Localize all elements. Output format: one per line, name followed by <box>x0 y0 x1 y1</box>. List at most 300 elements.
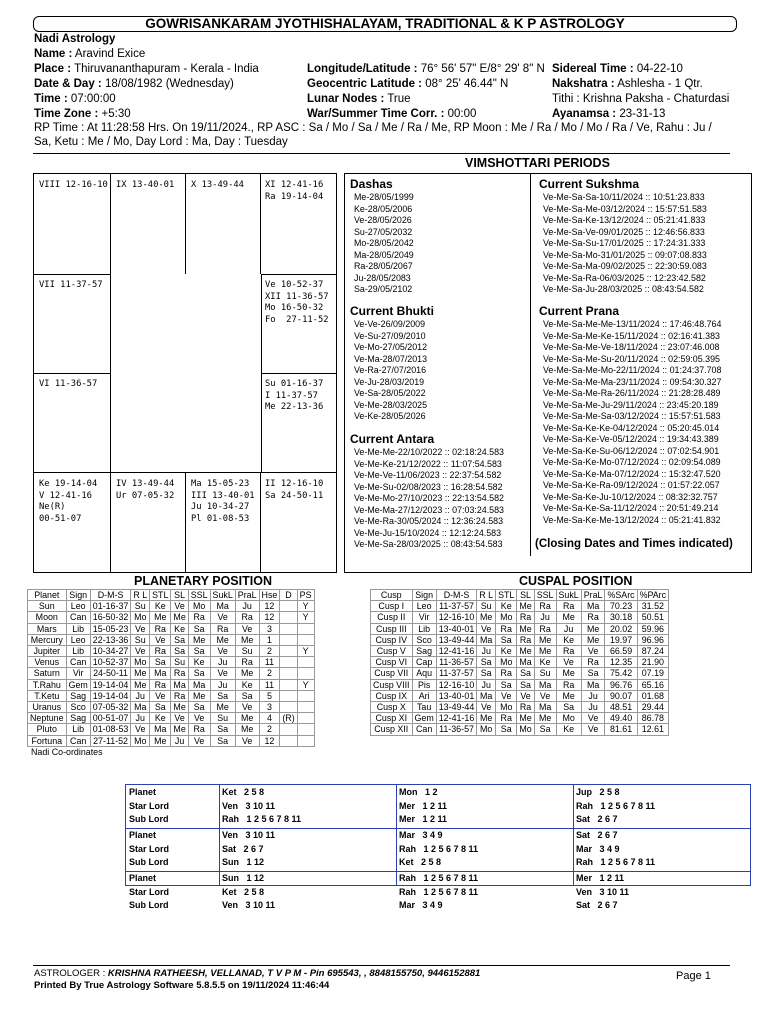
planet-cell: Ra <box>150 646 171 657</box>
cusp-row <box>371 601 669 612</box>
nadi-c1r2: Ven 3 10 11 Sat 2 6 7 Sun 1 12 <box>222 830 276 867</box>
longitude-value: 76° 56' 57" E/8° 29' 8" N <box>420 63 545 75</box>
cusp-cell: Me <box>517 713 534 724</box>
planet-cell: Ke <box>171 623 188 634</box>
planet-cell: Mo <box>188 601 210 612</box>
cusp-cell: 90.07 <box>605 690 637 701</box>
planet-row <box>28 646 315 657</box>
planet-cell: Ma <box>131 702 150 713</box>
cusp-cell: Ve <box>477 702 496 713</box>
planet-cell: Sa <box>188 623 210 634</box>
planet-cell: 22-13-36 <box>90 634 131 645</box>
planet-cell: Ve <box>235 735 259 746</box>
cusp-cell: Cusp XII <box>371 724 413 735</box>
cusp-cell: Me <box>556 612 581 623</box>
cusp-cell: Ke <box>556 634 581 645</box>
nadi-c2r3: Rah 1 2 5 6 7 8 11 Rah 1 2 5 6 7 8 11 Mar 3 4 9 <box>399 873 479 910</box>
planet-cell: 12 <box>259 601 280 612</box>
cusp-cell: Ke <box>496 601 517 612</box>
rp-time-text: RP Time : At 11:28:58 Hrs. On 19/11/2024., RP ASC : Sa / Mo / Sa / Me / Ra / Me, RP Moon : Me / Ra / Mo / Mo / Ra / Ve, Rahu : Ju / Sa, Ketu : Me / Mo, Day Lord : Ma, Day : Tuesday <box>34 122 712 148</box>
planet-cell: Ma <box>188 679 210 690</box>
astrology-type: Nadi Astrology <box>34 33 116 45</box>
date-row: Date & Day : 18/08/1982 (Wednesday) <box>34 78 234 90</box>
cusp-cell: Mo <box>496 702 517 713</box>
planet-cell: Mo <box>131 735 150 746</box>
planet-row <box>28 623 315 634</box>
planet-cell: 4 <box>259 713 280 724</box>
cusp-cell: Ve <box>556 657 581 668</box>
cusp-cell: Mo <box>496 612 517 623</box>
planet-cell: Ju <box>131 690 150 701</box>
planet-header-cell: SukL <box>210 590 235 601</box>
cusp-cell: Su <box>477 601 496 612</box>
planet-cell: Ve <box>150 690 171 701</box>
planet-cell <box>280 735 297 746</box>
planet-cell: 1 <box>259 634 280 645</box>
closing-note: (Closing Dates and Times indicated) <box>535 538 733 550</box>
cusp-cell: 12-41-16 <box>436 713 477 724</box>
cusp-cell: Ra <box>496 668 517 679</box>
lunar-nodes-value: True <box>387 93 411 105</box>
planet-row <box>28 724 315 735</box>
cusp-cell: 70.23 <box>605 601 637 612</box>
cusp-cell: Cusp V <box>371 646 413 657</box>
planet-cell: Su <box>131 634 150 645</box>
dashas-title: Dashas <box>350 177 393 191</box>
planet-cell <box>297 668 314 679</box>
name-row: Name : Aravind Exice <box>34 48 146 60</box>
planet-cell: Mercury <box>28 634 67 645</box>
cusp-cell: 12-16-10 <box>436 679 477 690</box>
planet-cell: Ju <box>131 713 150 724</box>
cuspal-position-title: CUSPAL POSITION <box>519 574 633 588</box>
cusp-cell: Cusp IV <box>371 634 413 645</box>
planet-cell: Ju <box>210 679 235 690</box>
planet-cell: 2 <box>259 646 280 657</box>
cusp-cell: Ve <box>477 623 496 634</box>
planet-cell: Vir <box>66 668 90 679</box>
nadi-c1r1: Ket 2 5 8 Ven 3 10 11 Rah 1 2 5 6 7 8 11 <box>222 787 302 824</box>
planet-row <box>28 612 315 623</box>
cusp-cell: Cusp X <box>371 702 413 713</box>
cusp-cell: Ari <box>412 690 436 701</box>
planet-cell: Ve <box>131 724 150 735</box>
nadi-labels-1: Planet Star Lord Sub Lord <box>129 787 170 824</box>
nadi-c1r3: Sun 1 12 Ket 2 5 8 Ven 3 10 11 <box>222 873 276 910</box>
planet-cell: T.Rahu <box>28 679 67 690</box>
planet-cell: Ju <box>171 735 188 746</box>
astrologer-value: KRISHNA RATHEESH, VELLANAD, T V P M - Pin 695543, , 8848155750, 9446152881 <box>107 968 481 979</box>
cusp-header-cell: %SArc <box>605 590 637 601</box>
planet-row <box>28 713 315 724</box>
planet-cell: 11 <box>259 679 280 690</box>
cusp-cell: Ma <box>581 601 605 612</box>
planet-cell: Ve <box>171 601 188 612</box>
planet-cell: 07-05-32 <box>90 702 131 713</box>
planet-cell: 10-52-37 <box>90 657 131 668</box>
cusp-cell: Cusp IX <box>371 690 413 701</box>
place-value: Thiruvananthapuram - Kerala - India <box>74 63 259 75</box>
cusp-cell: Cusp VII <box>371 668 413 679</box>
cusp-cell: Ju <box>534 612 556 623</box>
cusp-cell: Ra <box>534 623 556 634</box>
planet-cell: Ke <box>188 657 210 668</box>
cusp-cell: Mo <box>556 713 581 724</box>
planet-cell <box>280 646 297 657</box>
planet-cell: Can <box>66 612 90 623</box>
planet-cell: Lib <box>66 724 90 735</box>
cusp-cell: 11-36-57 <box>436 657 477 668</box>
name-value: Aravind Exice <box>74 48 146 60</box>
planet-cell: Ve <box>131 623 150 634</box>
cusp-cell: Mo <box>496 657 517 668</box>
house-4: IV 13-49-44 Ur 07-05-32 <box>116 479 175 501</box>
cusp-cell: Ra <box>496 623 517 634</box>
cusp-cell: 12-16-10 <box>436 612 477 623</box>
page-number: Page 1 <box>676 970 711 982</box>
cusp-cell: Ju <box>477 646 496 657</box>
planet-cell: Ke <box>150 713 171 724</box>
planet-cell: Jupiter <box>28 646 67 657</box>
planet-cell: Gem <box>66 679 90 690</box>
planet-cell: 00-51-07 <box>90 713 131 724</box>
planet-cell: Ve <box>188 713 210 724</box>
cusp-cell: Ma <box>517 657 534 668</box>
bhukti-list: Ve-Ve-26/09/2009 Ve-Su-27/09/2010 Ve-Mo-27/05/2012 Ve-Ma-28/07/2013 Ve-Ra-27/07/2016 Ve-Ju-28/03/2019 Ve-Sa-28/05/2022 Ve-Me-28/03/2025 Ve-Ke-28/05/2026 <box>354 319 428 421</box>
cuspal-table <box>370 589 669 736</box>
cusp-cell: Me <box>517 623 534 634</box>
planet-cell: Uranus <box>28 702 67 713</box>
planet-header-cell: PS <box>297 590 314 601</box>
planet-cell: Y <box>297 679 314 690</box>
planet-cell: Me <box>235 724 259 735</box>
planet-cell: 19-14-04 <box>90 679 131 690</box>
cusp-cell: Ju <box>581 690 605 701</box>
cusp-cell: Cusp II <box>371 612 413 623</box>
cusp-row <box>371 623 669 634</box>
planet-row <box>28 702 315 713</box>
planet-header-cell: PraL <box>235 590 259 601</box>
astrologer-label: ASTROLOGER : <box>34 968 106 979</box>
planet-cell: Sa <box>210 690 235 701</box>
cusp-cell: Sa <box>534 724 556 735</box>
planet-cell: Ra <box>171 690 188 701</box>
cusp-cell: Sa <box>496 679 517 690</box>
planet-cell: Su <box>131 601 150 612</box>
planet-cell <box>297 702 314 713</box>
planet-cell: (R) <box>280 713 297 724</box>
planet-cell: Sa <box>188 668 210 679</box>
cusp-cell: Ra <box>517 634 534 645</box>
cuspal-wrap <box>370 589 768 759</box>
planet-cell: Sco <box>66 702 90 713</box>
cusp-cell: Ve <box>581 724 605 735</box>
house-7: VII 11-37-57 <box>39 280 103 290</box>
cusp-cell: Ra <box>556 679 581 690</box>
planet-header-cell: SSL <box>188 590 210 601</box>
cusp-cell: Me <box>534 713 556 724</box>
ayanamsa-value: 23-31-13 <box>619 108 666 120</box>
nadi-labels-2: Planet Star Lord Sub Lord <box>129 830 170 867</box>
cusp-cell: Me <box>534 634 556 645</box>
cusp-cell: Su <box>534 668 556 679</box>
cusp-cell: Cusp I <box>371 601 413 612</box>
planet-cell: Sag <box>66 713 90 724</box>
planet-cell: Sun <box>28 601 67 612</box>
planet-cell: 11 <box>259 657 280 668</box>
planet-cell: Can <box>66 735 90 746</box>
cusp-header-cell: SSL <box>534 590 556 601</box>
planet-cell: Me <box>131 668 150 679</box>
planet-cell <box>280 634 297 645</box>
planet-cell: Ra <box>188 612 210 623</box>
cusp-cell: Me <box>556 668 581 679</box>
cusp-cell: Cap <box>412 657 436 668</box>
planet-cell: Ve <box>131 646 150 657</box>
nadi-c3r3: Mer 1 2 11 Ven 3 10 11 Sat 2 6 7 <box>576 873 630 910</box>
planet-cell: 3 <box>259 623 280 634</box>
planet-cell: Neptune <box>28 713 67 724</box>
cusp-cell: Cusp XI <box>371 713 413 724</box>
nadi-grid <box>125 784 751 910</box>
planet-row <box>28 679 315 690</box>
house-5: Ke 19-14-04 V 12-41-16 Ne(R) 00-51-07 <box>39 479 98 524</box>
planet-cell: 5 <box>259 690 280 701</box>
time-value: 07:00:00 <box>70 93 116 105</box>
antara-list: Ve-Me-Me-22/10/2022 :: 02:18:24.583 Ve-Me-Ke-21/12/2022 :: 11:07:54.583 Ve-Me-Ve-11/06/2023 :: 22:37:54.582 Ve-Me-Su-02/08/2023 :: 16:28:54.582 Ve-Me-Mo-27/10/2023 :: 22:13:54.582 Ve-Me-Ma-27/12/2023 :: 07:03:24.583 Ve-Me-Ra-30/05/2024 :: 12:36:24.583 Ve-Me-Ju-15/10/2024 :: 12:12:24.583 Ve-Me-Sa-28/03/2025 :: 08:43:54.583 <box>354 447 504 549</box>
cusp-cell: 48.51 <box>605 702 637 713</box>
time-row: Time : 07:00:00 <box>34 93 116 105</box>
cusp-cell: 31.52 <box>637 601 668 612</box>
planet-cell: Lib <box>66 646 90 657</box>
planet-cell <box>280 657 297 668</box>
cusp-cell: Ra <box>534 601 556 612</box>
planet-cell: Leo <box>66 601 90 612</box>
planet-cell: 16-50-32 <box>90 612 131 623</box>
cusp-cell: Tau <box>412 702 436 713</box>
house-8: VIII 12-16-10 <box>39 180 108 190</box>
cusp-row <box>371 634 669 645</box>
planet-cell: Moon <box>28 612 67 623</box>
sidereal-row: Sidereal Time : 04-22-10 <box>552 63 683 75</box>
geocentric-value: 08° 25' 46.44" N <box>425 78 509 90</box>
birth-chart <box>33 173 337 573</box>
cusp-cell: Ke <box>496 646 517 657</box>
planet-cell: Me <box>235 634 259 645</box>
planet-row <box>28 601 315 612</box>
planet-cell: 24-50-11 <box>90 668 131 679</box>
planet-cell: 01-16-37 <box>90 601 131 612</box>
cusp-cell: Sa <box>496 634 517 645</box>
cusp-cell: Ve <box>581 646 605 657</box>
planet-cell: Pluto <box>28 724 67 735</box>
cusp-cell: 75.42 <box>605 668 637 679</box>
planet-cell: Sa <box>171 634 188 645</box>
cusp-cell: Ve <box>517 690 534 701</box>
cusp-cell: Ra <box>556 646 581 657</box>
planet-cell: Can <box>66 657 90 668</box>
planet-row <box>28 735 315 746</box>
cusp-row <box>371 668 669 679</box>
planet-cell <box>280 702 297 713</box>
cusp-row <box>371 646 669 657</box>
cusp-cell: 07.19 <box>637 668 668 679</box>
planet-cell: Ra <box>235 612 259 623</box>
cusp-cell: Pis <box>412 679 436 690</box>
cusp-cell: 13-49-44 <box>436 702 477 713</box>
cusp-cell: Ma <box>477 690 496 701</box>
planet-cell: Me <box>235 713 259 724</box>
planet-cell: Su <box>235 646 259 657</box>
planet-cell: T.Ketu <box>28 690 67 701</box>
planet-cell: Sa <box>150 702 171 713</box>
planet-cell: 19-14-04 <box>90 690 131 701</box>
planet-cell: 3 <box>259 702 280 713</box>
footer-divider <box>33 965 730 966</box>
planet-cell <box>297 713 314 724</box>
planet-cell: Ra <box>150 679 171 690</box>
cusp-cell: Ve <box>534 690 556 701</box>
planet-cell: Me <box>171 724 188 735</box>
cusp-cell: Ra <box>581 657 605 668</box>
cusp-header-cell: STL <box>496 590 517 601</box>
planet-cell: Me <box>171 702 188 713</box>
cusp-cell: Cusp III <box>371 623 413 634</box>
cusp-header-cell: R L <box>477 590 496 601</box>
planet-cell <box>297 623 314 634</box>
bhukti-title: Current Bhukti <box>350 304 434 318</box>
cusp-cell: 13-40-01 <box>436 623 477 634</box>
planet-cell: Y <box>297 646 314 657</box>
house-10: X 13-49-44 <box>191 180 244 190</box>
nadi-c3r1: Jup 2 5 8 Rah 1 2 5 6 7 8 11 Sat 2 6 7 <box>576 787 656 824</box>
planet-cell <box>297 735 314 746</box>
cusp-cell: Ra <box>496 713 517 724</box>
house-1: Su 01-16-37 I 11-37-57 Me 22-13-36 <box>265 379 324 412</box>
prana-list: Ve-Me-Sa-Me-Me-13/11/2024 :: 17:46:48.764 Ve-Me-Sa-Me-Ke-15/11/2024 :: 02:16:41.383 Ve-Me-Sa-Me-Ve-18/11/2024 :: 23:07:46.008 Ve-Me-Sa-Me-Su-20/11/2024 :: 02:59:05.395 Ve-Me-Sa-Me-Mo-22/11/2024 :: 01:24:37.708 Ve-Me-Sa-Me-Ma-23/11/2024 :: 09:54:30.327 Ve-Me-Sa-Me-Ra-26/11/2024 :: 21:28:28.489 Ve-Me-Sa-Me-Ju-29/11/2024 :: 23:45:20.189 Ve-Me-Sa-Me-Sa-03/12/2024 :: 15:57:51.583 Ve-Me-Sa-Ke-Ke-04/12/2024 :: 05:20:45.014 Ve-Me-Sa-Ke-Ve-05/12/2024 :: 19:34:43.389 Ve-Me-Sa-Ke-Su-06/12/2024 :: 07:02:54.901 Ve-Me-Sa-Ke-Mo-07/12/2024 :: 02:09:54.089 Ve-Me-Sa-Ke-Ma-07/12/2024 :: 15:32:47.520 Ve-Me-Sa-Ke-Ra-09/12/2024 :: 01:57:22.057 Ve-Me-Sa-Ke-Ju-10/12/2024 :: 08:32:32.757 Ve-Me-Sa-Ke-Sa-11/12/2024 :: 20:51:49.214 Ve-Me-Sa-Ke-Me-13/12/2024 :: 05:21:41.832 <box>543 319 722 525</box>
planet-cell: Sa <box>171 646 188 657</box>
planet-cell: Me <box>188 690 210 701</box>
sidereal-value: 04-22-10 <box>636 63 683 75</box>
cusp-cell: 13-49-44 <box>436 634 477 645</box>
planet-cell: Sa <box>188 646 210 657</box>
cusp-cell: Mo <box>477 724 496 735</box>
cusp-cell: Mo <box>517 724 534 735</box>
planet-cell <box>280 724 297 735</box>
cusp-cell: Ju <box>581 702 605 713</box>
house-3: Ma 15-05-23 III 13-40-01 Ju 10-34-27 Pl 01-08-53 <box>191 479 255 524</box>
planet-cell: Mo <box>131 657 150 668</box>
house-9: IX 13-40-01 <box>116 180 175 190</box>
planet-cell: Sa <box>150 657 171 668</box>
planet-cell <box>297 634 314 645</box>
planet-header-cell: Hse <box>259 590 280 601</box>
cusp-header-cell: D-M-S <box>436 590 477 601</box>
cusp-cell: Sa <box>496 724 517 735</box>
planet-cell: Ma <box>210 601 235 612</box>
nakshatra-value: Ashlesha - 1 Qtr. <box>617 78 703 90</box>
cusp-cell: 21.90 <box>637 657 668 668</box>
nadi-labels-3: Planet Star Lord Sub Lord <box>129 873 170 910</box>
planet-header-cell: SL <box>171 590 188 601</box>
planet-cell: Ve <box>210 668 235 679</box>
planet-cell: Ma <box>150 668 171 679</box>
cusp-row <box>371 657 669 668</box>
cusp-row <box>371 690 669 701</box>
planet-cell: 2 <box>259 668 280 679</box>
cusp-cell: Ju <box>556 623 581 634</box>
tithi-value: Krishna Paksha - Chaturdasi <box>582 93 730 105</box>
sukshma-list: Ve-Me-Sa-Sa-10/11/2024 :: 10:51:23.833 Ve-Me-Sa-Me-03/12/2024 :: 15:57:51.583 Ve-Me-Sa-Ke-13/12/2024 :: 05:21:41.833 Ve-Me-Sa-Ve-09/01/2025 :: 12:46:56.833 Ve-Me-Sa-Su-17/01/2025 :: 17:24:31.333 Ve-Me-Sa-Mo-31/01/2025 :: 09:07:08.833 Ve-Me-Sa-Ma-09/02/2025 :: 22:30:59.083 Ve-Me-Sa-Ra-06/03/2025 :: 12:23:42.582 Ve-Me-Sa-Ju-28/03/2025 :: 08:43:54.582 <box>543 192 707 294</box>
cusp-cell: 87.24 <box>637 646 668 657</box>
dashas-list: Me-28/05/1999 Ke-28/05/2006 Ve-28/05/2026 Su-27/05/2032 Mo-28/05/2042 Ma-28/05/2049 Ra-28/05/2067 Ju-28/05/2083 Sa-29/05/2102 <box>354 192 414 294</box>
planet-cell: Sa <box>210 724 235 735</box>
cusp-cell: Leo <box>412 601 436 612</box>
planet-header-cell: D-M-S <box>90 590 131 601</box>
planet-cell: Sa <box>210 735 235 746</box>
cusp-row <box>371 702 669 713</box>
cusp-cell: 96.96 <box>637 634 668 645</box>
planet-cell: Su <box>210 713 235 724</box>
house-11: XI 12-41-16 Ra 19-14-04 <box>265 180 324 202</box>
prana-title: Current Prana <box>539 304 620 318</box>
cusp-cell: 20.02 <box>605 623 637 634</box>
cusp-row <box>371 713 669 724</box>
cusp-cell: Ma <box>581 679 605 690</box>
cusp-cell: Aqu <box>412 668 436 679</box>
nadi-c2r2: Mar 3 4 9 Rah 1 2 5 6 7 8 11 Ket 2 5 8 <box>399 830 479 867</box>
planet-cell: Ke <box>150 601 171 612</box>
planet-cell: Ma <box>150 724 171 735</box>
cusp-header-cell: SukL <box>556 590 581 601</box>
planet-cell: Mars <box>28 623 67 634</box>
cusp-header-row <box>371 590 669 601</box>
planet-cell: Me <box>235 668 259 679</box>
planetary-position-title: PLANETARY POSITION <box>134 574 272 588</box>
cusp-cell: 11-37-57 <box>436 668 477 679</box>
planet-cell: Ra <box>150 623 171 634</box>
cusp-cell: Cusp VI <box>371 657 413 668</box>
cusp-row <box>371 679 669 690</box>
planet-cell: 2 <box>259 724 280 735</box>
cusp-cell: Vir <box>412 612 436 623</box>
cusp-cell: Can <box>412 724 436 735</box>
geocentric-row: Geocentric Latitude : 08° 25' 46.44" N <box>307 78 509 90</box>
planet-cell: Me <box>131 679 150 690</box>
cusp-cell: 12.35 <box>605 657 637 668</box>
cusp-cell: Ke <box>556 724 581 735</box>
tithi-row: Tithi : Krishna Paksha - Chaturdasi <box>552 93 730 105</box>
planet-cell <box>280 668 297 679</box>
cusp-cell: 12-41-16 <box>436 646 477 657</box>
cusp-row <box>371 724 669 735</box>
planet-cell: Ma <box>171 679 188 690</box>
planet-cell: Ra <box>210 623 235 634</box>
cusp-cell: 96.76 <box>605 679 637 690</box>
planet-cell: Ju <box>210 657 235 668</box>
cusp-cell: Ra <box>556 601 581 612</box>
planet-cell: Ve <box>171 713 188 724</box>
house-6: VI 11-36-57 <box>39 379 98 389</box>
planet-header-cell: Sign <box>66 590 90 601</box>
longitude-row: Longitude/Latitude : 76° 56' 57" E/8° 29' 8" N <box>307 63 545 75</box>
report-title: GOWRISANKARAM JYOTHISHALAYAM, TRADITIONAL & K P ASTROLOGY <box>33 16 737 32</box>
planet-row <box>28 657 315 668</box>
vimshottari-title: VIMSHOTTARI PERIODS <box>465 156 610 170</box>
timezone-value: +5:30 <box>101 108 131 120</box>
cusp-cell: Sa <box>556 702 581 713</box>
cusp-cell: Me <box>581 634 605 645</box>
